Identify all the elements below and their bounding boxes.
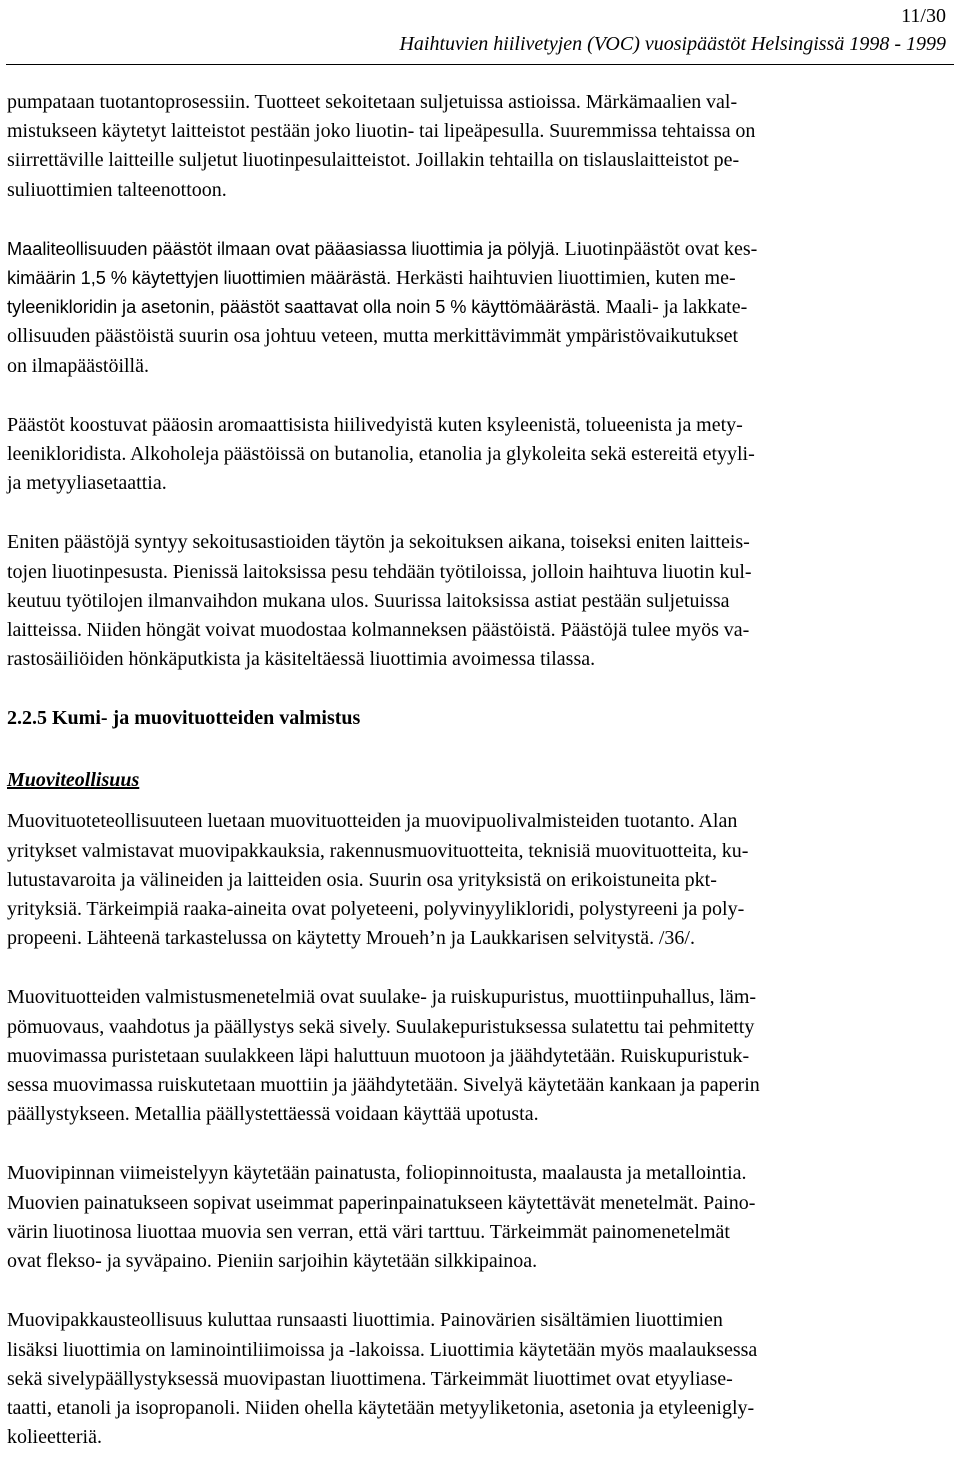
text-line: Päästöt koostuvat pääosin aromaattisista hiilivedyistä kuten ksyleenistä, tolueenista ja mety- (7, 413, 743, 436)
text-line: rastosäiliöiden hönkäputkista ja käsiteltäessä liuottimia avoimessa tilassa. (7, 648, 596, 671)
running-title: Haihtuvien hiilivetyjen (VOC) vuosipäästöt Helsingissä 1998 - 1999 (399, 33, 946, 55)
text-line: tojen liuotinpesusta. Pienissä laitoksissa pesu tehdään työtiloissa, jolloin haihtuva liuotin kul- (7, 560, 752, 583)
serif-run: Liuotinpäästöt ovat kes- (559, 237, 758, 260)
text-line: pömuovaus, vaahdotus ja päällystys sekä sively. Suulakepuristuksessa sulatettu tai pehmitetty (7, 1015, 755, 1038)
paragraph-5 (7, 807, 952, 953)
text-line: ollisuuden päästöistä suurin osa johtuu veteen, mutta merkittävimmät ympäristövaikutukset (7, 325, 739, 348)
text-line: ovat flekso- ja syväpaino. Pieniin sarjoihin käytetään silkkipainoa. (7, 1250, 538, 1273)
serif-run: Maali- ja lakkate- (600, 296, 748, 319)
subsection-heading: Muoviteollisuus (7, 769, 140, 792)
body-text (7, 88, 952, 1482)
text-line: mistukseen käytetyt laitteistot pestään joko liuotin- tai lipeäpesulla. Suuremmissa tehtaissa on (7, 120, 756, 143)
text-line (7, 235, 952, 264)
paragraph-1 (7, 88, 952, 205)
text-line: siirrettäville laitteille suljetut liuotinpesulaitteistot. Joillakin tehtailla on tislauslaitteistot pe- (7, 149, 740, 172)
text-line (7, 264, 952, 293)
text-line (7, 293, 952, 322)
text-line: muovimassa puristetaan suulakkeen läpi haluttuun muotoon ja jäähdytetään. Ruiskupuristuk- (7, 1044, 750, 1067)
paragraph-8 (7, 1306, 952, 1452)
text-line: leenikloridista. Alkoholeja päästöissä on butanolia, etanolia ja glykoleita sekä estereitä etyyli- (7, 443, 755, 466)
text-line: Muovien painatukseen sopivat useimmat paperinpainatukseen käytettävät menetelmät. Paino- (7, 1191, 756, 1214)
text-line: sekä sivelypäällystyksessä muovipastan liuottimena. Tärkeimmät liuottimet ovat etyyliase- (7, 1367, 733, 1390)
header-rule (6, 64, 954, 65)
text-line: laitteissa. Niiden höngät voivat muodostaa kolmanneksen päästöistä. Päästöjä tulee myös va- (7, 619, 750, 642)
text-line: värin liuotinosa liuottaa muovia sen verran, että väri tarttuu. Tärkeimmät painomenetelmät (7, 1220, 730, 1243)
page-header (399, 2, 946, 58)
text-line: lisäksi liuottimia on laminointiliimoissa ja -lakoissa. Liuottimia käytetään myös maalauksessa (7, 1338, 758, 1361)
paragraph-3 (7, 411, 952, 499)
text-line: päällystykseen. Metallia päällystettäessä voidaan käyttää upotusta. (7, 1103, 539, 1126)
text-line: taatti, etanoli ja isopropanoli. Niiden ohella käytetään metyyliketonia, asetonia ja etyleenigly- (7, 1396, 755, 1419)
text-line: Muovituoteteollisuuteen luetaan muovituotteiden ja muovipuolivalmisteiden tuotanto. Alan (7, 810, 738, 833)
text-line: on ilmapäästöillä. (7, 354, 149, 377)
text-line: Muovituotteiden valmistusmenetelmiä ovat suulake- ja ruiskupuristus, muottiinpuhallus, läm- (7, 986, 757, 1009)
text-line: suliuottimien talteenottoon. (7, 178, 227, 201)
text-line: lutustavaroita ja välineiden ja laitteiden osia. Suurin osa yrityksistä on erikoistuneita pkt- (7, 868, 717, 891)
text-line: Muovipakkausteollisuus kuluttaa runsaasti liuottimia. Painovärien sisältämien liuottimien (7, 1309, 723, 1332)
sans-run: tyleenikloridin ja asetonin, päästöt saattavat olla noin 5 % käyttömäärästä. (7, 297, 601, 318)
page-number: 11/30 (901, 5, 946, 27)
paragraph-6 (7, 983, 952, 1129)
text-line: Eniten päästöjä syntyy sekoitusastioiden täytön ja sekoituksen aikana, toiseksi eniten laitteis- (7, 531, 750, 554)
sans-run: Maaliteollisuuden päästöt ilmaan ovat pääasiassa liuottimia ja pölyjä. (7, 238, 560, 259)
paragraph-2 (7, 235, 952, 381)
sans-run: kimäärin 1,5 % käytettyjen liuottimien määrästä. (7, 268, 392, 289)
text-line: ja metyyliasetaattia. (7, 472, 167, 495)
text-line: yritykset valmistavat muovipakkauksia, rakennusmuovituotteita, teknisiä muovituotteita, ku- (7, 839, 749, 862)
text-line: pumpataan tuotantoprosessiin. Tuotteet sekoitetaan suljetuissa astioissa. Märkämaalien val- (7, 91, 738, 113)
paragraph-7 (7, 1159, 952, 1276)
text-line: yrityksiä. Tärkeimpiä raaka-aineita ovat polyeteeni, polyvinyylikloridi, polystyreeni ja poly- (7, 898, 745, 921)
text-line: kolieetteriä. (7, 1426, 102, 1449)
text-line: Muovipinnan viimeistelyyn käytetään painatusta, foliopinnoitusta, maalausta ja metallointia. (7, 1162, 747, 1185)
serif-run: Herkästi haihtuvien liuottimien, kuten me- (391, 267, 736, 290)
paragraph-4 (7, 528, 952, 674)
section-heading: 2.2.5 Kumi- ja muovituotteiden valmistus (7, 707, 361, 730)
text-line: sessa muovimassa ruiskutetaan muottiin ja jäähdytetään. Sivelyä käytetään kankaan ja paperin (7, 1074, 760, 1097)
text-line: propeeni. Lähteenä tarkastelussa on käytetty Mroueh’n ja Laukkarisen selvitystä. /36/. (7, 927, 695, 950)
text-line: keutuu työtilojen ilmanvaihdon mukana ulos. Suurissa laitoksissa astiat pestään suljetuissa (7, 589, 730, 612)
